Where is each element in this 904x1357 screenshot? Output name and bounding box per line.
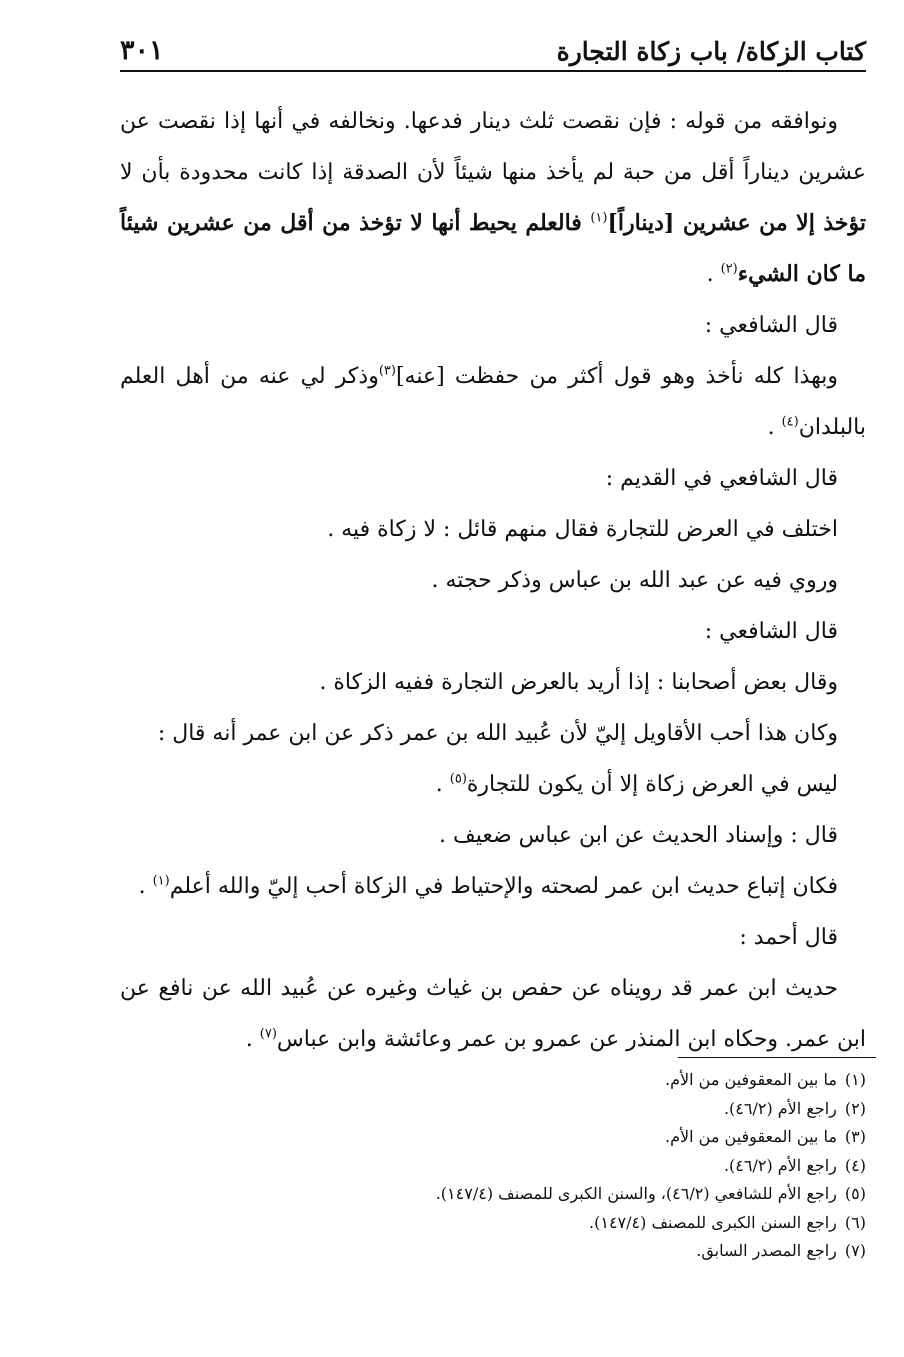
paragraph-3: [120, 861, 866, 912]
page-header: [120, 22, 866, 66]
footnote-text: راجع المصدر السابق.: [696, 1241, 837, 1260]
paragraph-1-end: .: [706, 262, 721, 287]
footnote-separator: [678, 1057, 876, 1058]
footnote-number: (٣): [844, 1127, 866, 1146]
paragraph-1-bold-b: فالعلم يحيط أنها لا تؤخذ من أقل من عشرين شيئاً ما كان الشيء: [120, 210, 866, 287]
footnote-item: [120, 1237, 866, 1266]
footnote-ref: (٢): [720, 261, 738, 277]
paragraph-4-text: حديث ابن عمر قد رويناه عن حفص بن غياث وغيره عن عُبيد الله عن نافع عن ابن عمر. وحكاه ابن المنذر عن عمرو بن عمر وعائشة وابن عباس: [120, 976, 866, 1052]
footnote-item: [120, 1209, 866, 1238]
footnote-number: (٦): [844, 1212, 866, 1232]
heading-ahmad: قال أحمد :: [739, 925, 838, 950]
footnote-number: (٥): [844, 1184, 866, 1203]
footnote-item: [120, 1123, 866, 1152]
heading-shafii-2: قال الشافعي :: [704, 619, 838, 644]
footnote-text: ما بين المعقوفين من الأم.: [665, 1070, 837, 1089]
line-isnad: قال : وإسناد الحديث عن ابن عباس ضعيف .: [438, 823, 838, 848]
footnote-ref: (٣): [378, 363, 396, 379]
heading-shafii-1: قال الشافعي :: [704, 313, 838, 338]
line-ikhtalafa: اختلف في العرض للتجارة فقال منهم قائل : لا زكاة فيه .: [327, 517, 838, 542]
footnote-ref: (١): [590, 210, 608, 226]
line-laysa-text: ليس في العرض زكاة إلا أن يكون للتجارة: [466, 772, 838, 797]
running-title: كتاب الزكاة/ باب زكاة التجارة: [556, 37, 866, 66]
line-wa-kana: وكان هذا أحب الأقاويل إليّ لأن عُبيد الله بن عمر ذكر عن ابن عمر أنه قال :: [157, 721, 838, 746]
line-qala-bad: وقال بعض أصحابنا : إذا أريد بالعرض التجارة ففيه الزكاة .: [319, 670, 838, 695]
paragraph-4: [120, 963, 866, 1065]
footnote-ref: (٧): [259, 1026, 277, 1042]
footnote-text: راجع الأم (٤٦/٢).: [723, 1155, 837, 1175]
paragraph-1-text: ونوافقه من قوله : فإن نقصت ثلث دينار فدعها. ونخالفه في أنها إذا نقصت عن عشرين ديناراً أقل من حبة لم يأخذ منها شيئاً لأن الصدقة إذا كانت محدودة بأن لا: [120, 109, 866, 185]
footnote-text: راجع الأم للشافعي (٤٦/٢)، والسنن الكبرى للمصنف (١٤٧/٤).: [435, 1184, 837, 1203]
paragraph-1-bold-a: تؤخذ إلا من عشرين [ديناراً]: [607, 210, 866, 236]
footnote-text: ما بين المعقوفين من الأم.: [665, 1127, 837, 1146]
line-ruwiya: وروي فيه عن عبد الله بن عباس وذكر حجته .: [431, 568, 838, 593]
footnote-number: (١): [844, 1070, 866, 1089]
paragraph-2-end: .: [767, 415, 782, 440]
line-laysa: [120, 759, 866, 810]
paragraph-3-text: فكان إتباع حديث ابن عمر لصحته والإحتياط في الزكاة أحب إليّ والله أعلم: [169, 874, 838, 899]
footnote-text: راجع الأم (٤٦/٢).: [723, 1098, 837, 1118]
footnote-number: (٢): [844, 1098, 866, 1118]
paragraph-2-text-b: وذكر لي عنه من أهل العلم بالبلدان: [120, 364, 866, 440]
paragraph-2: [120, 351, 866, 453]
footnote-item: [120, 1095, 866, 1124]
paragraph-3-end: .: [138, 874, 153, 899]
footnote-item: [120, 1066, 866, 1095]
footnote-ref: (١): [152, 873, 170, 889]
paragraph-1: [120, 96, 866, 300]
footnote-ref: (٤): [781, 414, 799, 430]
heading-shafii-qadim: قال الشافعي في القديم :: [605, 466, 838, 491]
header-rule: [120, 70, 866, 72]
line-laysa-end: .: [435, 772, 450, 797]
paragraph-4-end: .: [245, 1027, 260, 1052]
footnote-item: [120, 1152, 866, 1181]
paragraph-2-text: وبهذا كله نأخذ وهو قول أكثر من حفظت [عنه]: [395, 364, 838, 389]
main-text: [120, 96, 866, 1065]
footnotes: [120, 1066, 866, 1266]
footnote-text: راجع السنن الكبرى للمصنف (١٤٧/٤).: [589, 1212, 837, 1232]
footnote-ref: (٥): [449, 771, 467, 787]
footnote-number: (٧): [844, 1241, 866, 1260]
footnote-item: [120, 1180, 866, 1209]
footnote-number: (٤): [844, 1155, 866, 1175]
page-number: ٣٠١: [120, 35, 164, 66]
